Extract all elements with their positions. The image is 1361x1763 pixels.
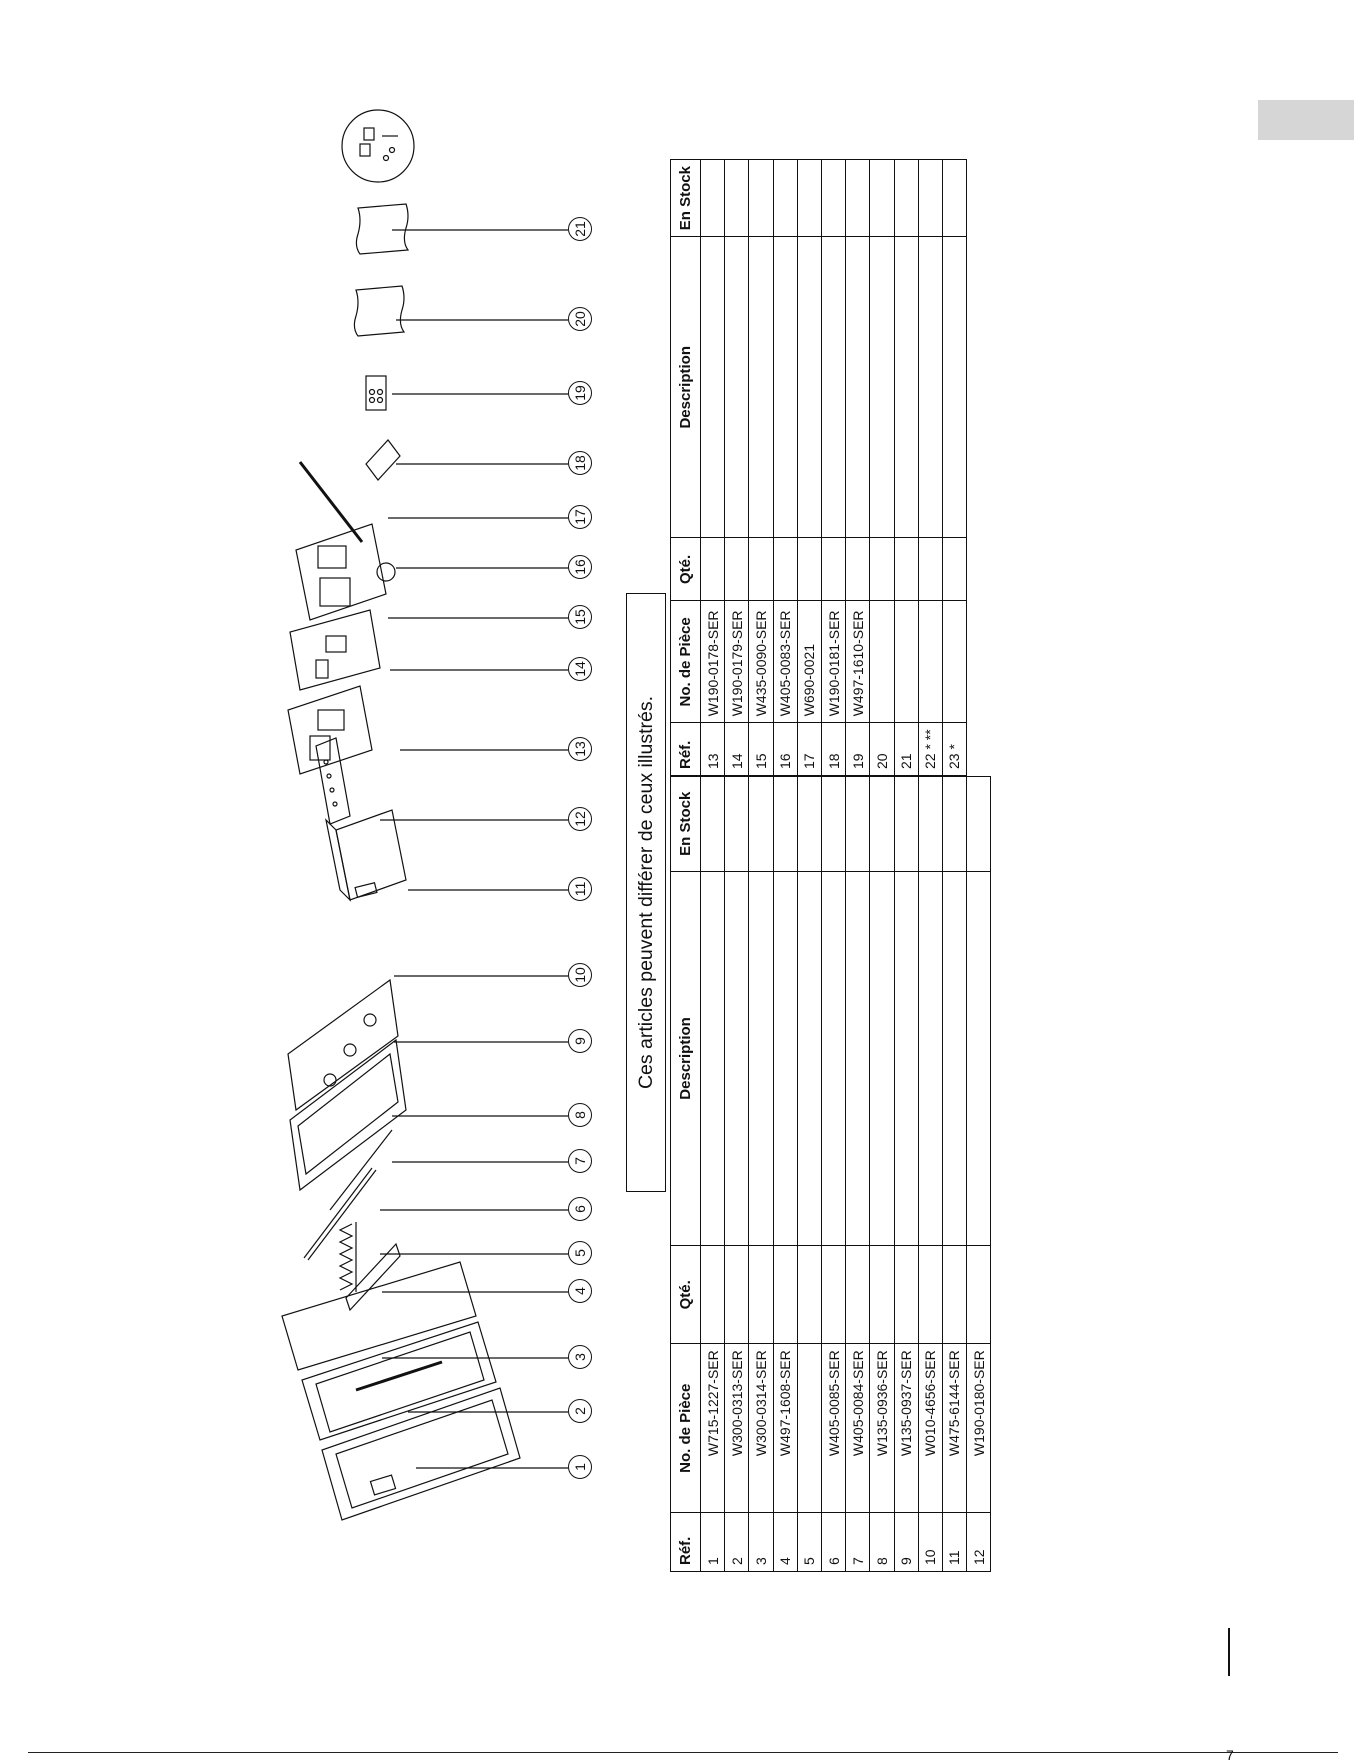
table-row [942,160,966,776]
callout-10: 10 [568,963,592,987]
part-number-cell [942,601,966,723]
part-number-cell: W135-0936-SER [870,1344,894,1513]
table-row [846,777,870,1572]
table-row [894,160,918,776]
description-cell [821,871,845,1246]
description-cell [942,237,966,538]
callout-16: 16 [568,555,592,579]
table-row [918,160,942,776]
description-cell [797,237,821,538]
description-cell [821,237,845,538]
table-row [870,160,894,776]
description-cell [942,871,966,1246]
parts-table-left [670,776,991,1572]
qty-cell [821,538,845,601]
table-row [773,777,797,1572]
stock-cell [894,777,918,872]
ref-cell: 15 [749,723,773,776]
description-cell [846,237,870,538]
ref-cell: 1 [701,1513,725,1572]
callout-8: 8 [568,1103,592,1127]
part-number-cell: W300-0314-SER [749,1344,773,1513]
stock-cell [773,777,797,872]
callout-7: 7 [568,1149,592,1173]
ref-cell: 23 * [942,723,966,776]
table-header-row [671,160,701,776]
table-row [894,777,918,1572]
ref-cell: 17 [797,723,821,776]
description-cell [773,237,797,538]
callout-12: 12 [568,807,592,831]
description-cell [967,871,991,1246]
ref-cell: 11 [942,1513,966,1572]
header-part-no: No. de Pièce [671,601,701,723]
description-cell [894,237,918,538]
qty-cell [918,1246,942,1344]
ref-cell: 4 [773,1513,797,1572]
table-row [821,777,845,1572]
description-cell [797,871,821,1246]
callout-2: 2 [568,1399,592,1423]
qty-cell [725,538,749,601]
ref-cell: 8 [870,1513,894,1572]
qty-cell [725,1246,749,1344]
stock-cell [725,160,749,237]
qty-cell [773,538,797,601]
qty-cell [846,538,870,601]
header-part-no: No. de Pièce [671,1344,701,1513]
table-row [942,777,966,1572]
stock-cell [701,160,725,237]
stock-cell [870,777,894,872]
stock-cell [749,160,773,237]
table-row [821,160,845,776]
stock-cell [797,160,821,237]
part-number-cell: W435-0090-SER [749,601,773,723]
footer-rule [28,1752,1338,1753]
callout-20: 20 [568,307,592,331]
qty-cell [942,538,966,601]
part-number-cell: W135-0937-SER [894,1344,918,1513]
callout-1: 1 [568,1455,592,1479]
qty-cell [773,1246,797,1344]
callout-13: 13 [568,737,592,761]
ref-cell: 18 [821,723,845,776]
ref-cell: 10 [918,1513,942,1572]
ref-cell: 20 [870,723,894,776]
stock-cell [846,160,870,237]
part-number-cell: W715-1227-SER [701,1344,725,1513]
callout-14: 14 [568,657,592,681]
callout-21: 21 [568,217,592,241]
part-number-cell [797,1344,821,1513]
ref-cell: 13 [701,723,725,776]
part-number-cell: W300-0313-SER [725,1344,749,1513]
qty-cell [701,1246,725,1344]
ref-cell: 6 [821,1513,845,1572]
callout-4: 4 [568,1279,592,1303]
part-number-cell: W190-0178-SER [701,601,725,723]
part-number-cell: W190-0179-SER [725,601,749,723]
description-cell [725,871,749,1246]
qty-cell [942,1246,966,1344]
callout-19: 19 [568,381,592,405]
header-ref: Réf. [671,1513,701,1572]
stock-cell [918,777,942,872]
disclaimer-note: Ces articles peuvent différer de ceux illustrés. [626,593,666,1192]
part-number-cell: W190-0180-SER [967,1344,991,1513]
qty-cell [894,538,918,601]
header-qty: Qté. [671,1246,701,1344]
header-description: Description [671,871,701,1246]
part-number-cell: W405-0083-SER [773,601,797,723]
table-row [725,777,749,1572]
part-number-cell [918,601,942,723]
callout-18: 18 [568,451,592,475]
ref-cell: 9 [894,1513,918,1572]
stock-cell [725,777,749,872]
table-row [918,777,942,1572]
ref-cell: 22 * ** [918,723,942,776]
callout-15: 15 [568,605,592,629]
header-stock: En Stock [671,160,701,237]
stock-cell [821,777,845,872]
table-row [773,160,797,776]
qty-cell [918,538,942,601]
page-number: 7 [1226,1747,1234,1763]
table-row [749,777,773,1572]
qty-cell [749,1246,773,1344]
header-description: Description [671,237,701,538]
part-number-cell: W690-0021 [797,601,821,723]
stock-cell [701,777,725,872]
stock-cell [942,160,966,237]
part-number-cell [870,601,894,723]
table-row [797,160,821,776]
table-header-row [671,777,701,1572]
part-number-cell: W497-1610-SER [846,601,870,723]
qty-cell [870,1246,894,1344]
table-row [797,777,821,1572]
callout-11: 11 [568,877,592,901]
description-cell [870,871,894,1246]
description-cell [846,871,870,1246]
ref-cell: 19 [846,723,870,776]
ref-cell: 5 [797,1513,821,1572]
callout-17: 17 [568,505,592,529]
description-cell [749,871,773,1246]
part-number-cell: W405-0085-SER [821,1344,845,1513]
ref-cell: 7 [846,1513,870,1572]
table-row [967,777,991,1572]
qty-cell [797,1246,821,1344]
callout-5: 5 [568,1241,592,1265]
ref-cell: 21 [894,723,918,776]
table-row [749,160,773,776]
table-row [701,160,725,776]
ref-cell: 2 [725,1513,749,1572]
header-stock: En Stock [671,777,701,872]
callout-6: 6 [568,1197,592,1221]
table-row [725,160,749,776]
qty-cell [821,1246,845,1344]
ref-cell: 12 [967,1513,991,1572]
part-number-cell: W405-0084-SER [846,1344,870,1513]
description-cell [701,871,725,1246]
part-number-cell: W497-1608-SER [773,1344,797,1513]
stock-cell [821,160,845,237]
callout-9: 9 [568,1029,592,1053]
table-row [701,777,725,1572]
part-number-cell [894,601,918,723]
description-cell [773,871,797,1246]
stock-cell [894,160,918,237]
callout-3: 3 [568,1345,592,1369]
stock-cell [773,160,797,237]
stock-cell [749,777,773,872]
stock-cell [870,160,894,237]
table-row [846,160,870,776]
description-cell [749,237,773,538]
qty-cell [870,538,894,601]
part-number-cell: W475-6144-SER [942,1344,966,1513]
description-cell [701,237,725,538]
parts-table-right [670,159,967,776]
qty-cell [701,538,725,601]
ref-cell: 14 [725,723,749,776]
part-number-cell: W190-0181-SER [821,601,845,723]
header-ref: Réf. [671,723,701,776]
description-cell [870,237,894,538]
qty-cell [967,1246,991,1344]
description-cell [894,871,918,1246]
description-cell [918,871,942,1246]
qty-cell [894,1246,918,1344]
table-row [870,777,894,1572]
qty-cell [846,1246,870,1344]
qty-cell [797,538,821,601]
ref-cell: 16 [773,723,797,776]
ref-cell: 3 [749,1513,773,1572]
stock-cell [942,777,966,872]
header-qty: Qté. [671,538,701,601]
stock-cell [846,777,870,872]
part-number-cell: W010-4656-SER [918,1344,942,1513]
stock-cell [918,160,942,237]
stock-cell [797,777,821,872]
description-cell [918,237,942,538]
description-cell [725,237,749,538]
qty-cell [749,538,773,601]
stock-cell [967,777,991,872]
